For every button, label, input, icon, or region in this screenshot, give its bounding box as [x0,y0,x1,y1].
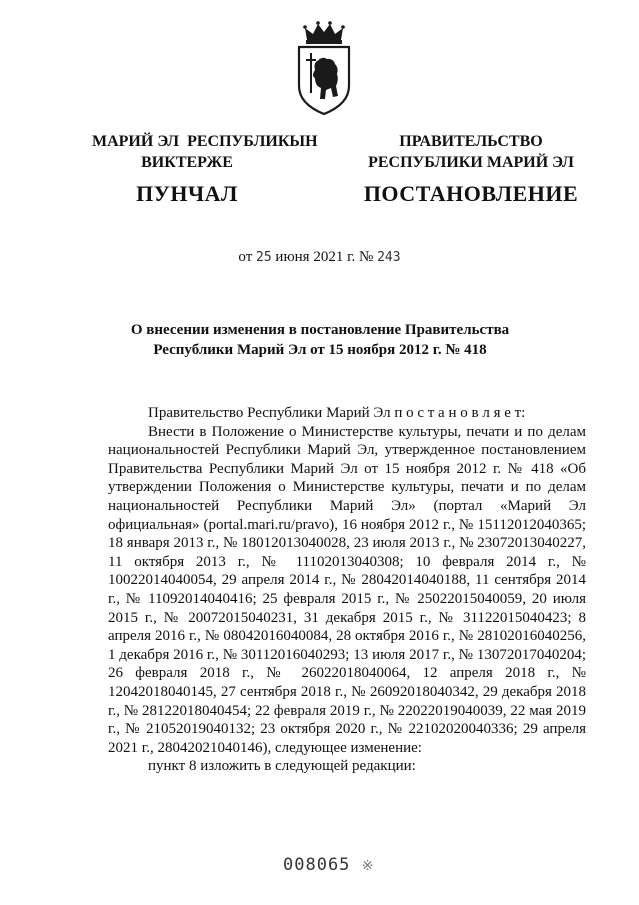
header-right-line2: РЕСПУБЛИКИ МАРИЙ ЭЛ [368,154,574,171]
date-month-year: июня 2021 г. [275,249,356,265]
title-line2: Республики Марий Эл от 15 ноября 2012 г. № 418 [153,342,487,358]
document-number: 243 [377,250,401,265]
header-right [356,131,586,204]
footer [283,855,374,875]
doc-type-mari: ПУНЧАЛ [136,181,238,206]
coat-of-arms-icon [293,20,355,116]
date-day: 25 [256,250,272,265]
number-sign: № [359,249,374,265]
header-right-line1: ПРАВИТЕЛЬСТВО [399,133,543,150]
doc-type-russian: ПОСТАНОВЛЕНИЕ [363,181,579,206]
document-body [108,404,586,776]
header-left [92,131,318,206]
date-prefix: от [238,249,253,265]
footer-mark: ※ [361,858,375,874]
document-serial-number: 008065 [283,855,351,875]
title-line1: О внесении изменения в постановление Правительства [130,322,510,338]
instruction: пункт 8 изложить в следующей редакции: [148,758,416,775]
header-left-line1: МАРИЙ ЭЛ РЕСПУБЛИКЫН [92,133,318,150]
main-paragraph: Внести в Положение о Министерстве культуры, печати и по делам национальностей Республики Марий Эл, утвержденное постановлением Правительства Республики Марий Эл от 15 ноября 2012 г. № 418 «Об утверждении Положения о Министерстве культуры, печати и по делам национальностей Республики Марий Эл» (портал «Марий Эл официальная» (portal.mari.ru/pravo), 16 ноября 2012 г., № 15112012040365; 18 января 2013 г., № 18012013040028, 23 июля 2013 г., № 23072013040227, 11 октября 2013 г., № 11102013040308; 10 февраля 2014 г., № 10022014040054, 29 апреля 2014 г., № 28042014040188, 11 сентября 2014 г., № 11092014040416; 25 февраля 2015 г., № 25022015040059, 20 июля 2015 г., № 20072015040231, 31 декабря 2015 г., № 31122015040423; 8 апреля 2016 г., № 08042016040084, 28 октября 2016 г., № 28102016040256, 1 декабря 2016 г., № 30112016040293; 13 июля 2017 г., № 13072017040204; 26 февраля 2018 г., № 26022018040064, 12 апреля 2018 г., № 12042018040145, 27 сентября 2018 г., № 26092018040342, 29 декабря 2018 г., № 28122018040454; 22 февраля 2019 г., № 22022019040039, 22 мая 2019 г., № 21052019040132; 23 октября 2020 г., № 22102020040336; 29 апреля 2021 г., 28042021040146), следующее изменение: [108,423,586,756]
date-line [0,249,639,266]
preamble: Правительство Республики Марий Эл п о с т а н о в л я е т: [148,405,526,421]
header-left-line2: ВИКТЕРЖЕ [141,154,233,171]
document-title [100,320,540,360]
